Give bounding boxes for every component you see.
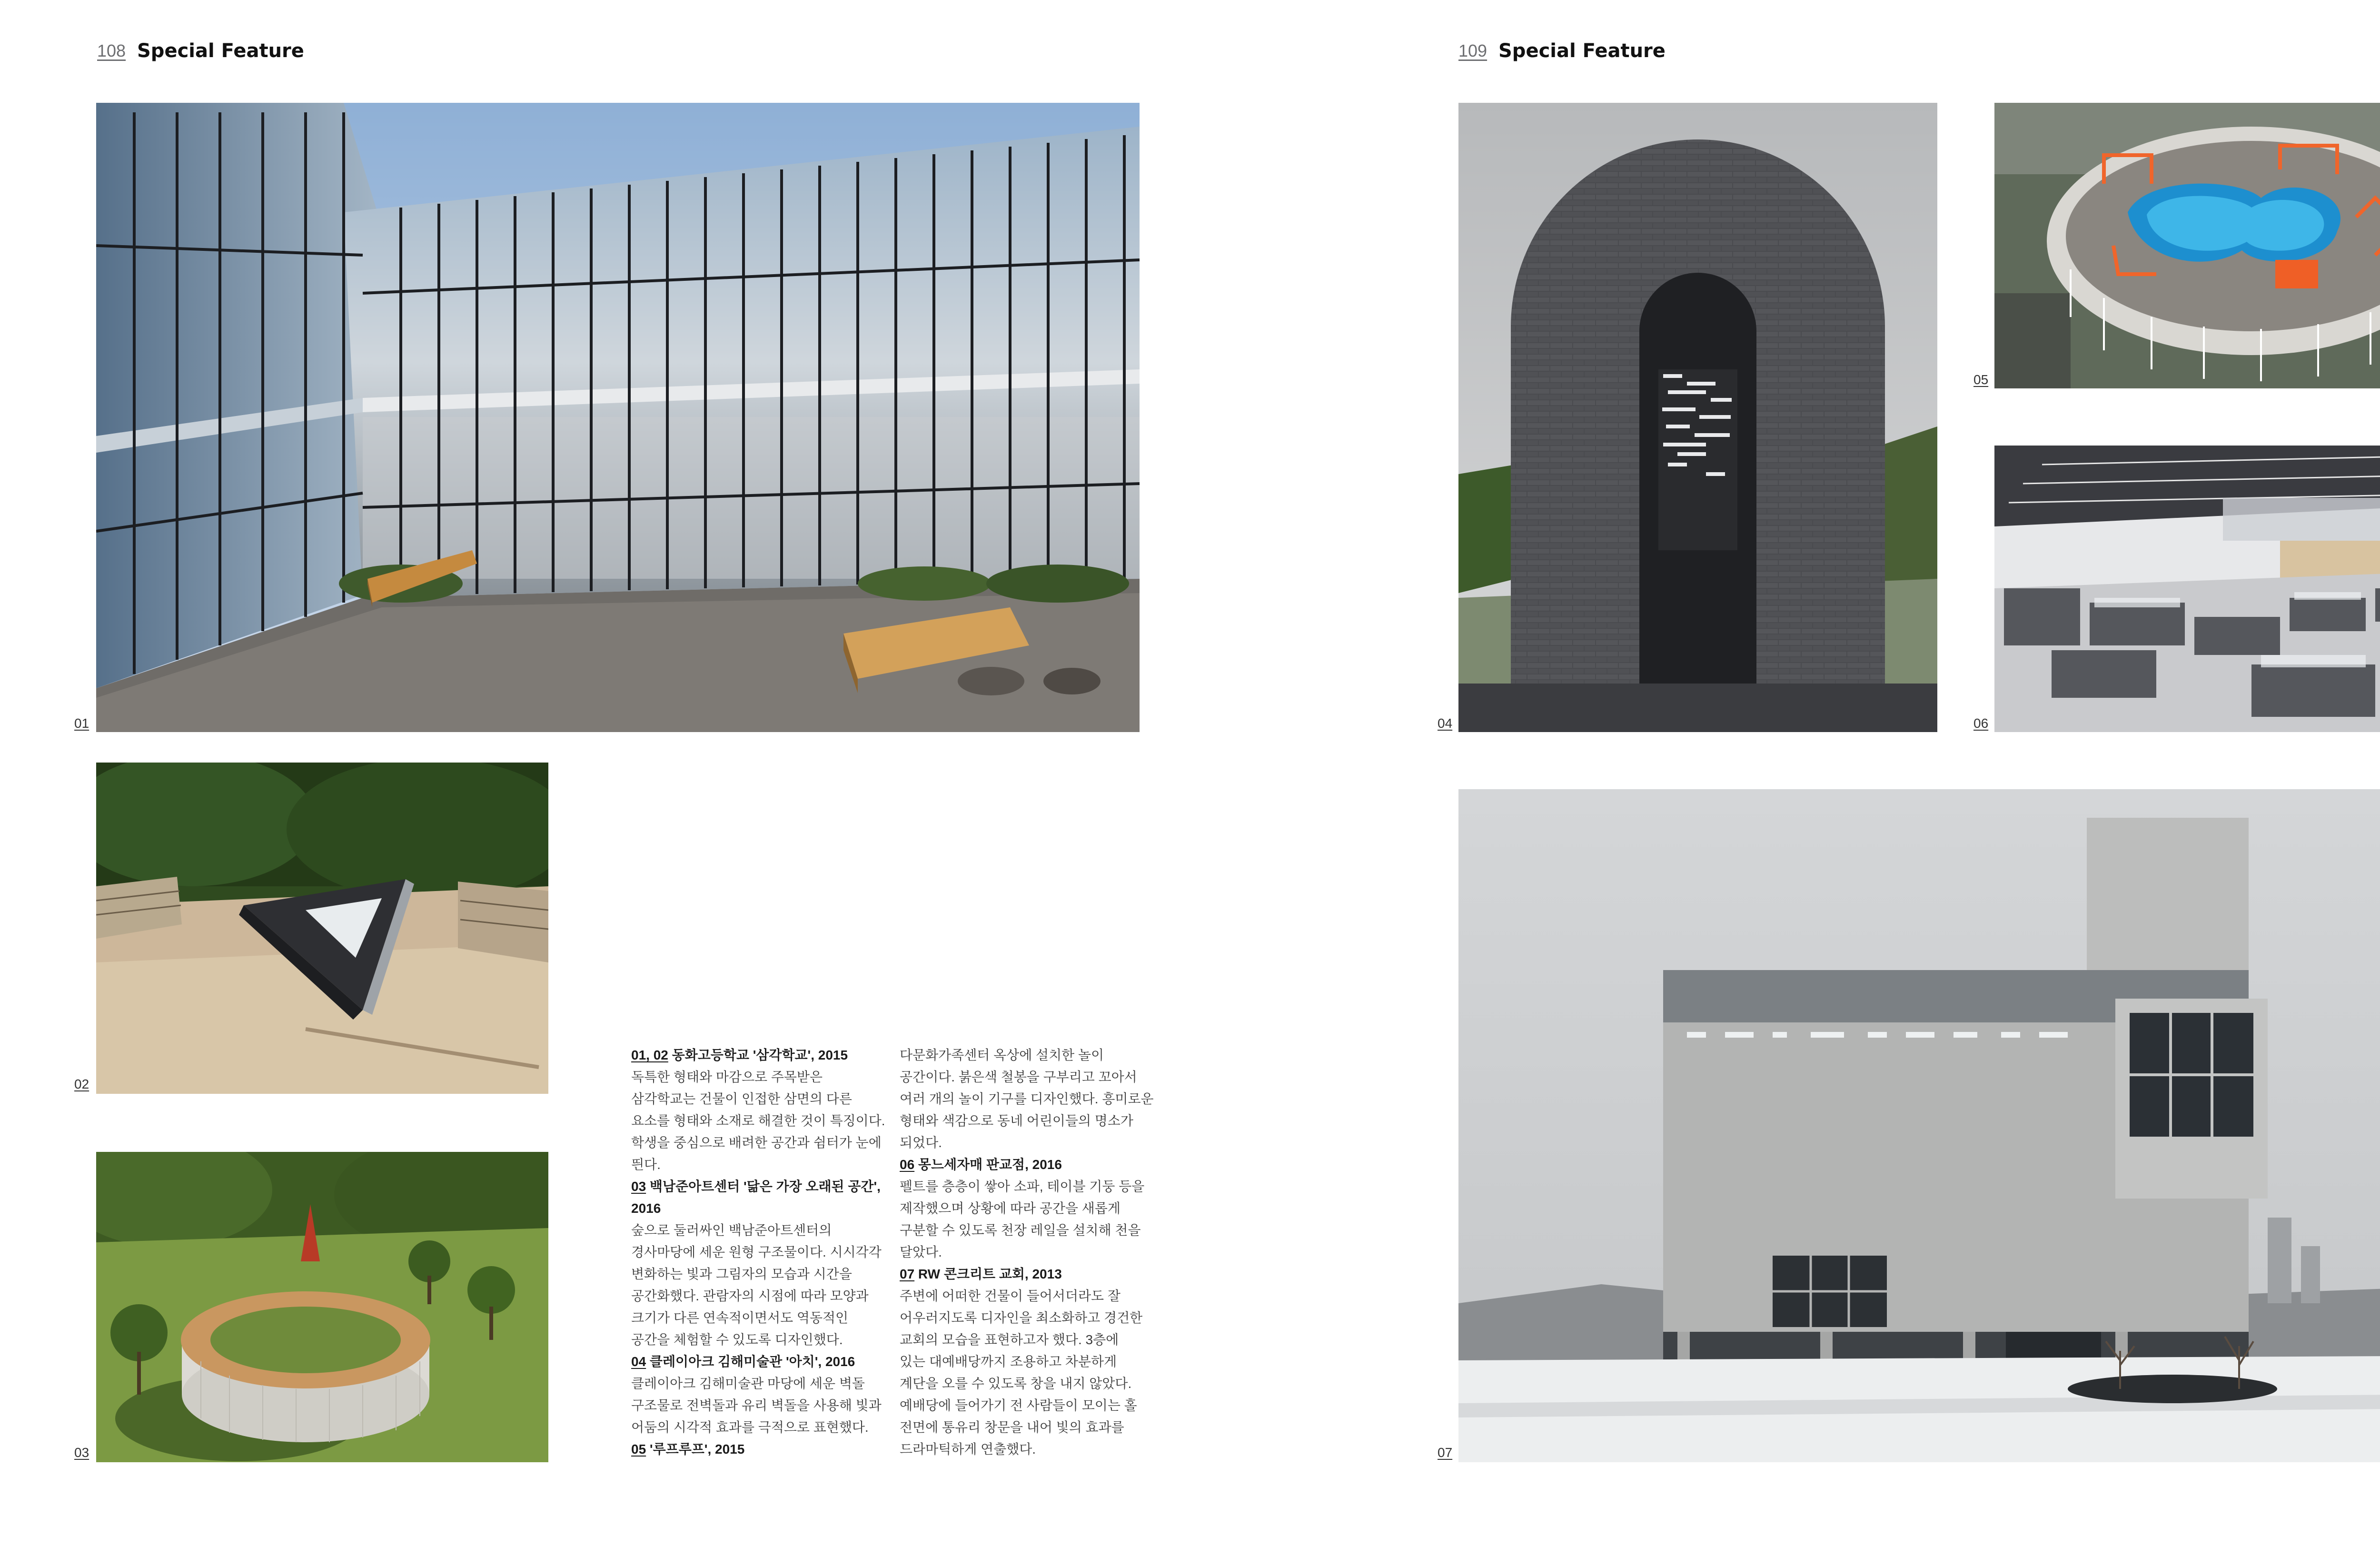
caption-07-line: 교회의 모습을 표현하고자 했다. 3층에 [900, 1332, 1119, 1347]
figure-label-07: 07 [1438, 1445, 1453, 1460]
caption-05-line: 여러 개의 놀이 기구를 디자인했다. 흥미로운 [900, 1091, 1154, 1106]
caption-03-line: 공간을 체험할 수 있도록 디자인했다. [631, 1332, 843, 1347]
photo-01-triangle-school-courtyard [96, 103, 1140, 732]
caption-05-number: 05 [631, 1442, 646, 1457]
caption-03-line: 공간화했다. 관람자의 시점에 따라 모양과 [631, 1288, 869, 1303]
caption-05-line: 형태와 색감으로 동네 어린이들의 명소가 [900, 1113, 1133, 1128]
caption-06-line: 달았다. [900, 1245, 942, 1259]
caption-01-02-line: 요소를 형태와 소재로 해결한 것이 특징이다. [631, 1113, 885, 1128]
caption-04-line: 구조물로 전벽돌과 유리 벽돌을 사용해 빛과 [631, 1398, 882, 1413]
caption-03-title-year: 2016 [631, 1201, 661, 1216]
photo-02-aerial-triangle-school [96, 763, 548, 1094]
caption-07-line: 전면에 통유리 창문을 내어 빛의 효과를 [900, 1420, 1124, 1435]
photo-07-concrete-church [1458, 789, 2380, 1462]
caption-03-title: 백남준아트센터 '닮은 가장 오래된 공간', [646, 1179, 881, 1194]
caption-column-2 [900, 1044, 1166, 1460]
caption-06-line: 펠트를 층층이 쌓아 소파, 테이블 기둥 등을 [900, 1179, 1145, 1194]
caption-06-line: 구분할 수 있도록 천장 레일을 설치해 천을 [900, 1223, 1141, 1238]
caption-06-number: 06 [900, 1157, 915, 1172]
figure-label-03: 03 [74, 1445, 89, 1460]
caption-01-02-line: 삼각학교는 건물이 인접한 삼면의 다른 [631, 1091, 852, 1106]
caption-03-line: 숲으로 둘러싸인 백남준아트센터의 [631, 1223, 832, 1238]
caption-01-02-line: 학생을 중심으로 배려한 공간과 쉼터가 눈에 [631, 1135, 882, 1150]
caption-03-line: 경사마당에 세운 원형 구조물이다. 시시각각 [631, 1245, 882, 1259]
caption-01-02-line: 띈다. [631, 1157, 661, 1172]
caption-01-02-number: 01, 02 [631, 1048, 668, 1062]
figure-label-05: 05 [1973, 372, 1989, 387]
caption-07-number: 07 [900, 1267, 915, 1281]
caption-07-line: 있는 대예배당까지 조용하고 차분하게 [900, 1354, 1117, 1369]
caption-05-title: '루프루프', 2015 [646, 1442, 745, 1457]
caption-03-line: 크기가 다른 연속적이면서도 역동적인 [631, 1310, 849, 1325]
caption-07-line: 예배당에 들어가기 전 사람들이 모이는 홀 [900, 1398, 1137, 1413]
caption-06-title: 몽느세자매 판교점, 2016 [914, 1157, 1062, 1172]
caption-01-02-line: 독특한 형태와 마감으로 주목받은 [631, 1070, 823, 1084]
caption-07-line: 드라마틱하게 연출했다. [900, 1442, 1036, 1457]
figure-label-02: 02 [74, 1077, 89, 1091]
figure-label-01: 01 [74, 716, 89, 731]
caption-05-line: 다문화가족센터 옥상에 설치한 놀이 [900, 1048, 1104, 1062]
caption-04-title: 클레이아크 김해미술관 '아치', 2016 [646, 1354, 855, 1369]
photo-04-brick-arch [1458, 103, 1937, 732]
caption-07-line: 어우러지도록 디자인을 최소화하고 경건한 [900, 1310, 1143, 1325]
caption-04-line: 어둠의 시각적 효과를 극적으로 표현했다. [631, 1420, 869, 1435]
caption-05-line: 공간이다. 붉은색 철봉을 구부리고 꼬아서 [900, 1070, 1137, 1084]
photo-05-rooftop-playground [1994, 103, 2380, 388]
caption-07-line: 계단을 오를 수 있도록 창을 내지 않았다. [900, 1376, 1132, 1391]
figure-label-06: 06 [1973, 716, 1989, 731]
caption-01-02-title: 동화고등학교 '삼각학교', 2015 [668, 1048, 848, 1062]
photo-03-ring-pavilion [96, 1152, 548, 1462]
caption-06-line: 제작했으며 상황에 따라 공간을 새롭게 [900, 1201, 1121, 1216]
page-number-right: 109 [1458, 41, 1488, 60]
caption-04-line: 클레이아크 김해미술관 마당에 세운 벽돌 [631, 1376, 865, 1391]
page-number-left: 108 [97, 41, 126, 60]
caption-04-number: 04 [631, 1354, 646, 1369]
photo-06-felt-cafe-interior [1994, 446, 2380, 732]
caption-03-number: 03 [631, 1179, 646, 1194]
caption-column-1 [631, 1044, 898, 1460]
caption-07-line: 주변에 어떠한 건물이 들어서더라도 잘 [900, 1288, 1121, 1303]
caption-07-title: RW 콘크리트 교회, 2013 [914, 1267, 1062, 1281]
figure-label-04: 04 [1438, 716, 1453, 731]
caption-03-line: 변화하는 빛과 그림자의 모습과 시간을 [631, 1267, 852, 1281]
caption-05-line: 되었다. [900, 1135, 942, 1150]
page-title-left: Special Feature [137, 40, 304, 62]
page-title-right: Special Feature [1498, 40, 1666, 62]
